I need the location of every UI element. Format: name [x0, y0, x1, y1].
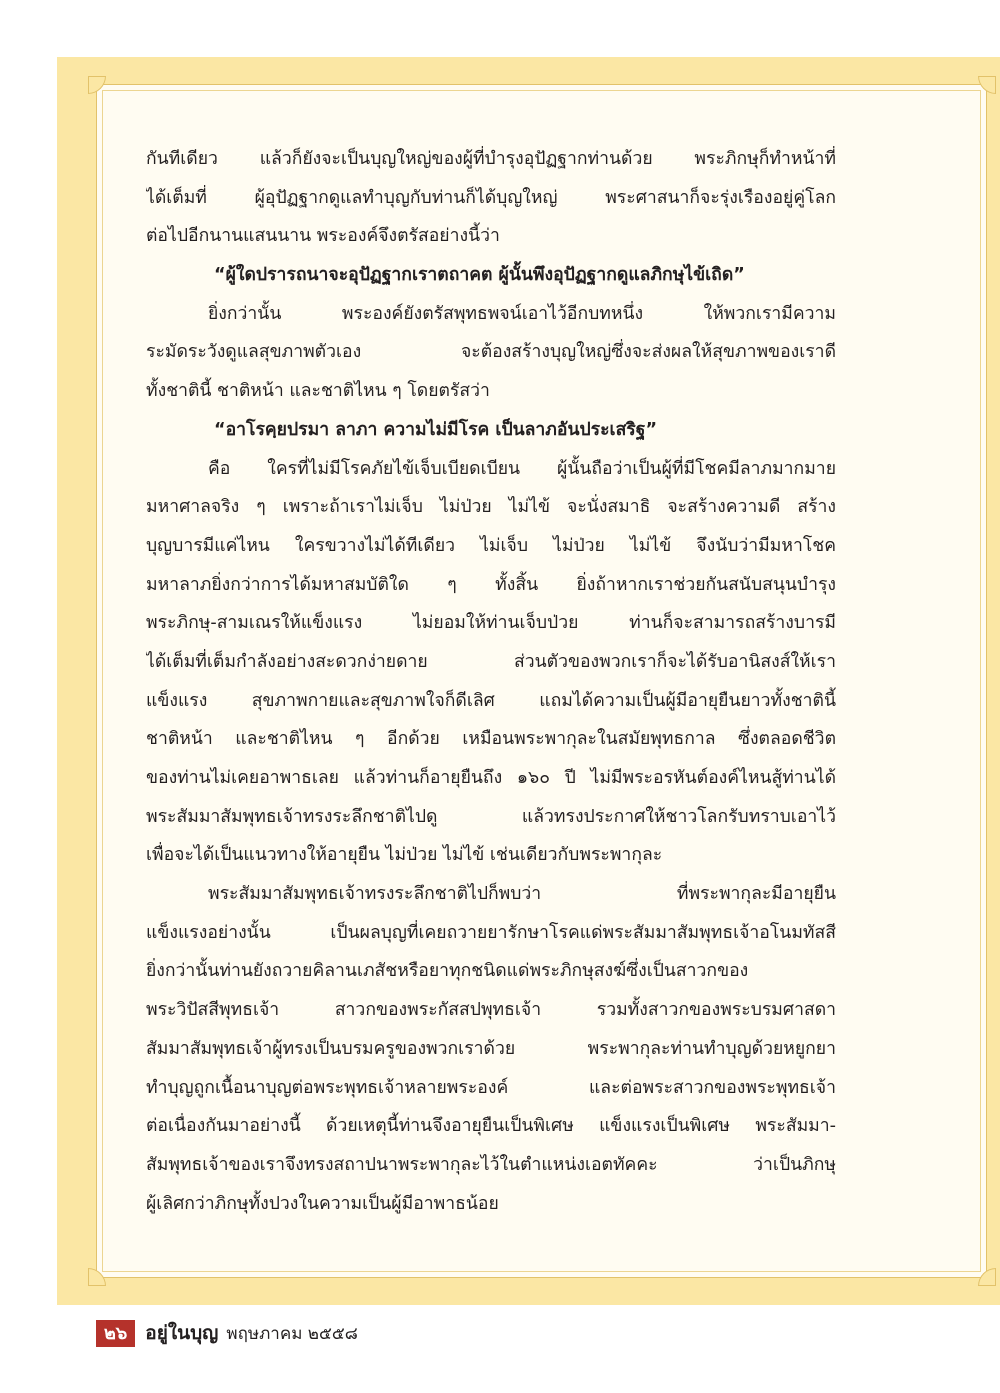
buddha-quote: “อาโรคฺยปรมา ลาภา ความไม่มีโรค เป็นลาภอันประเสริฐ” [214, 419, 658, 440]
buddha-quote: “ผู้ใดปรารถนาจะอุปัฏฐากเราตถาคต ผู้นั้นพึงอุปัฏฐากดูแลภิกษุไข้เถิด” [214, 265, 745, 286]
paragraph-line: ต่อไปอีกนานแสนนาน พระองค์จึงตรัสอย่างนี้ว่า [146, 226, 500, 247]
paragraph-line: มหาศาลจริง ๆ เพราะถ้าเราไม่เจ็บ ไม่ป่วย ไม่ไข้ จะนั่งสมาธิ จะสร้างความดี สร้าง [146, 497, 836, 518]
paragraph-line: พระภิกษุ-สามเณรให้แข็งแรง ไม่ยอมให้ท่านเจ็บป่วย ท่านก็จะสามารถสร้างบารมี [146, 613, 836, 634]
paragraph-line: เพื่อจะได้เป็นแนวทางให้อายุยืน ไม่ป่วย ไม่ไข้ เช่นเดียวกับพระพากุละ [146, 845, 663, 866]
paragraph-line: สัมมาสัมพุทธเจ้าผู้ทรงเป็นบรมครูของพวกเราด้วย พระพากุละท่านทำบุญด้วยหยูกยา [146, 1038, 836, 1059]
paragraph-line: ผู้เลิศกว่าภิกษุทั้งปวงในความเป็นผู้มีอาพาธน้อย [146, 1193, 499, 1214]
paragraph-line: กันทีเดียว แล้วก็ยังจะเป็นบุญใหญ่ของผู้ที่บำรุงอุปัฏฐากท่านด้วย พระภิกษุก็ทำหน้าที่ [146, 149, 836, 169]
paragraph-line: ชาติหน้า และชาติไหน ๆ อีกด้วย เหมือนพระพากุละในสมัยพุทธกาล ซึ่งตลอดชีวิต [146, 729, 836, 750]
paragraph-line: บุญบารมีแค่ไหน ใครขวางไม่ได้ทีเดียว ไม่เจ็บ ไม่ป่วย ไม่ไข้ จึงนับว่ามีมหาโชค [146, 535, 836, 556]
paragraph-line: พระสัมมาสัมพุทธเจ้าทรงระลึกชาติไปก็พบว่า ที่พระพากุละมีอายุยืน [208, 884, 836, 905]
paragraph-line: คือ ใครที่ไม่มีโรคภัยไข้เจ็บเบียดเบียน ผู้นั้นถือว่าเป็นผู้ที่มีโชคมีลาภมากมาย [208, 458, 836, 479]
paragraph-line: แข็งแรงอย่างนั้น เป็นผลบุญที่เคยถวายยารักษาโรคแด่พระสัมมาสัมพุทธเจ้าอโนมทัสสี [146, 922, 836, 943]
paragraph-line: ระมัดระวังดูแลสุขภาพตัวเอง จะต้องสร้างบุญใหญ่ซึ่งจะส่งผลให้สุขภาพของเราดี [146, 342, 836, 363]
paragraph-line: ยิ่งกว่านั้นท่านยังถวายคิลานเภสัชหรือยาทุกชนิดแด่พระภิกษุสงฆ์ซึ่งเป็นสาวกของ [146, 961, 749, 982]
paragraph-line: พระวิปัสสีพุทธเจ้า สาวกของพระกัสสปพุทธเจ้า รวมทั้งสาวกของพระบรมศาสดา [146, 1000, 836, 1021]
article-body [146, 140, 836, 1223]
magazine-title: อยู่ในบุญ [145, 1322, 219, 1344]
page-footer [96, 1318, 358, 1348]
paragraph-line: ยิ่งกว่านั้น พระองค์ยังตรัสพุทธพจน์เอาไว้อีกบทหนึ่ง ให้พวกเรามีความ [208, 303, 836, 324]
paragraph-line: ทำบุญถูกเนื้อนาบุญต่อพระพุทธเจ้าหลายพระองค์ และต่อพระสาวกของพระพุทธเจ้า [146, 1077, 836, 1098]
paragraph-line: มหาลาภยิ่งกว่าการได้มหาสมบัติใด ๆ ทั้งสิ้น ยิ่งถ้าหากเราช่วยกันสนับสนุนบำรุง [146, 574, 836, 595]
issue-date: พฤษภาคม ๒๕๕๘ [226, 1323, 358, 1344]
paragraph-line: สัมพุทธเจ้าของเราจึงทรงสถาปนาพระพากุละไว้ในตำแหน่งเอตทัคคะ ว่าเป็นภิกษุ [146, 1154, 836, 1175]
paragraph-line: ของท่านไม่เคยอาพาธเลย แล้วท่านก็อายุยืนถึง ๑๖๐ ปี ไม่มีพระอรหันต์องค์ไหนสู้ท่านได้ [146, 768, 836, 788]
paragraph-line: พระสัมมาสัมพุทธเจ้าทรงระลึกชาติไปดู แล้วทรงประกาศให้ชาวโลกรับทราบเอาไว้ [146, 806, 836, 827]
page-number: ๒๖ [96, 1320, 135, 1347]
paragraph-line: ต่อเนื่องกันมาอย่างนี้ ด้วยเหตุนี้ท่านจึงอายุยืนเป็นพิเศษ แข็งแรงเป็นพิเศษ พระสัมมา- [146, 1116, 836, 1137]
paragraph-line: ทั้งชาตินี้ ชาติหน้า และชาติไหน ๆ โดยตรัสว่า [146, 381, 490, 402]
paragraph-line: ได้เต็มที่เต็มกำลังอย่างสะดวกง่ายดาย ส่วนตัวของพวกเราก็จะได้รับอานิสงส์ให้เรา [146, 651, 836, 672]
paragraph-line: ได้เต็มที่ ผู้อุปัฏฐากดูแลทำบุญกับท่านก็ได้บุญใหญ่ พระศาสนาก็จะรุ่งเรืองอยู่คู่โลก [146, 187, 836, 208]
paragraph-line: แข็งแรง สุขภาพกายและสุขภาพใจก็ดีเลิศ แถมได้ความเป็นผู้มีอายุยืนยาวทั้งชาตินี้ [146, 690, 836, 711]
